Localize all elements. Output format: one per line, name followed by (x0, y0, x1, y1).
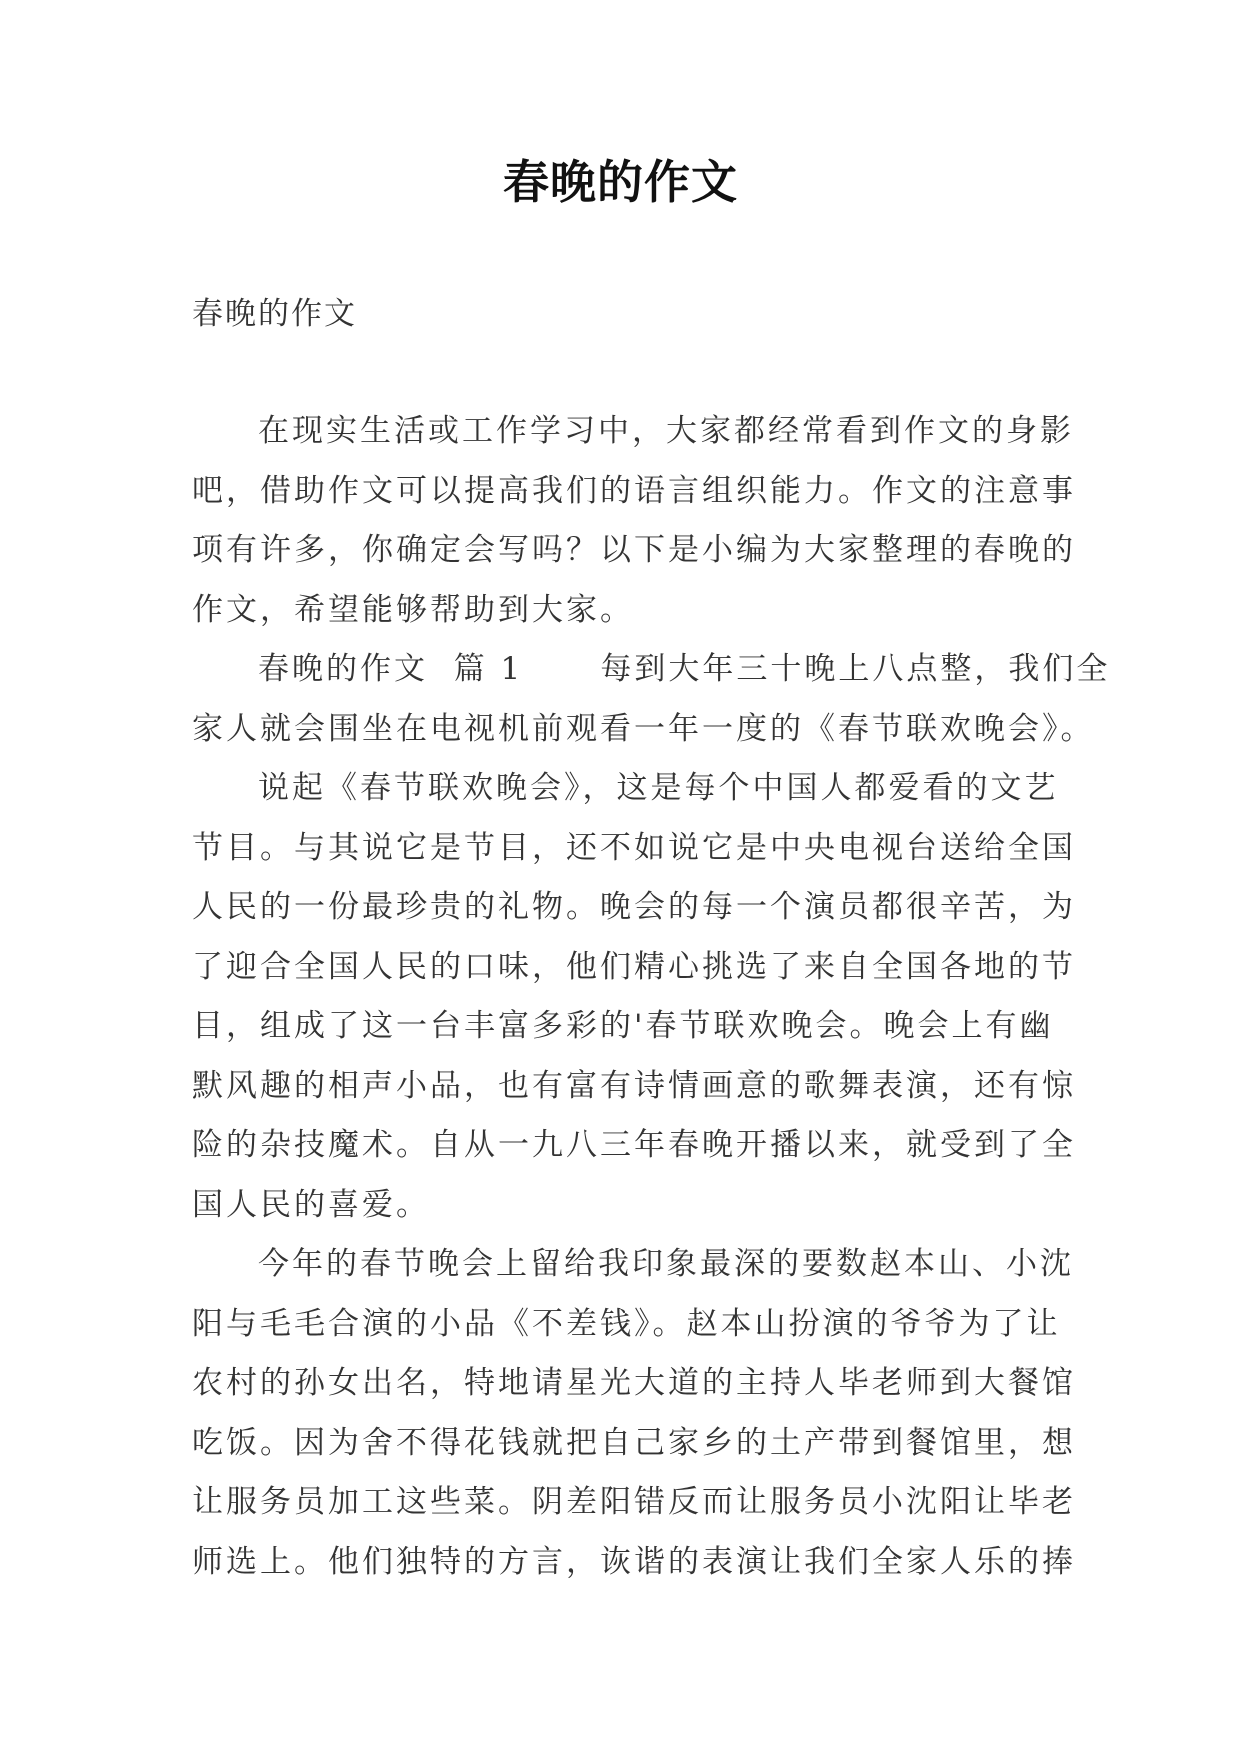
paragraph-line: 今年的春节晚会上留给我印象最深的要数赵本山、小沈 (258, 1246, 1074, 1282)
paragraph-line: 在现实生活或工作学习中，大家都经常看到作文的身影 (258, 413, 1074, 449)
paragraph-line: 农村的孙女出名，特地请星光大道的主持人毕老师到大餐馆 (192, 1365, 1076, 1401)
document-body (192, 402, 1111, 1592)
paragraph-line: 春晚的作文 篇 1 每到大年三十晚上八点整，我们全 (258, 651, 1111, 687)
document-subtitle: 春晚的作文 (192, 296, 357, 332)
paragraph-line: 吧，借助作文可以提高我们的语言组织能力。作文的注意事 (192, 472, 1076, 509)
paragraph-line: 项有许多，你确定会写吗？以下是小编为大家整理的春晚的 (192, 532, 1076, 568)
paragraph-line: 阳与毛毛合演的小品《不差钱》。赵本山扮演的爷爷为了让 (192, 1305, 1061, 1342)
paragraph-line: 家人就会围坐在电视机前观看一年一度的《春节联欢晚会》。 (192, 710, 1095, 747)
paragraph-intro (192, 402, 1076, 640)
paragraph-line: 默风趣的相声小品，也有富有诗情画意的歌舞表演，还有惊 (192, 1067, 1076, 1104)
paragraph-essay-heading (192, 640, 1111, 759)
paragraph-line: 人民的一份最珍贵的礼物。晚会的每一个演员都很辛苦，为 (192, 889, 1076, 925)
document-title: 春晚的作文 (503, 155, 738, 209)
paragraph-line: 国人民的喜爱。 (192, 1186, 430, 1223)
paragraph-line: 让服务员加工这些菜。阴差阳错反而让服务员小沈阳让毕老 (192, 1484, 1076, 1520)
paragraph-line: 险的杂技魔术。自从一九八三年春晚开播以来，就受到了全 (192, 1127, 1076, 1163)
paragraph-line: 节目。与其说它是节目，还不如说它是中央电视台送给全国 (192, 829, 1076, 866)
paragraph-line: 作文，希望能够帮助到大家。 (192, 591, 634, 628)
paragraph-line: 目，组成了这一台丰富多彩的'春节联欢晚会。晚会上有幽 (192, 1008, 1054, 1044)
paragraph-line: 说起《春节联欢晚会》，这是每个中国人都爱看的文艺 (258, 770, 1059, 806)
paragraph-sketch-memory (192, 1235, 1076, 1592)
paragraph-line: 了迎合全国人民的口味，他们精心挑选了来自全国各地的节 (192, 948, 1076, 985)
paragraph-line: 师选上。他们独特的方言，诙谐的表演让我们全家人乐的捧 (192, 1543, 1076, 1580)
paragraph-gala-description (192, 759, 1076, 1235)
paragraph-line: 吃饭。因为舍不得花钱就把自己家乡的土产带到餐馆里，想 (192, 1424, 1076, 1461)
